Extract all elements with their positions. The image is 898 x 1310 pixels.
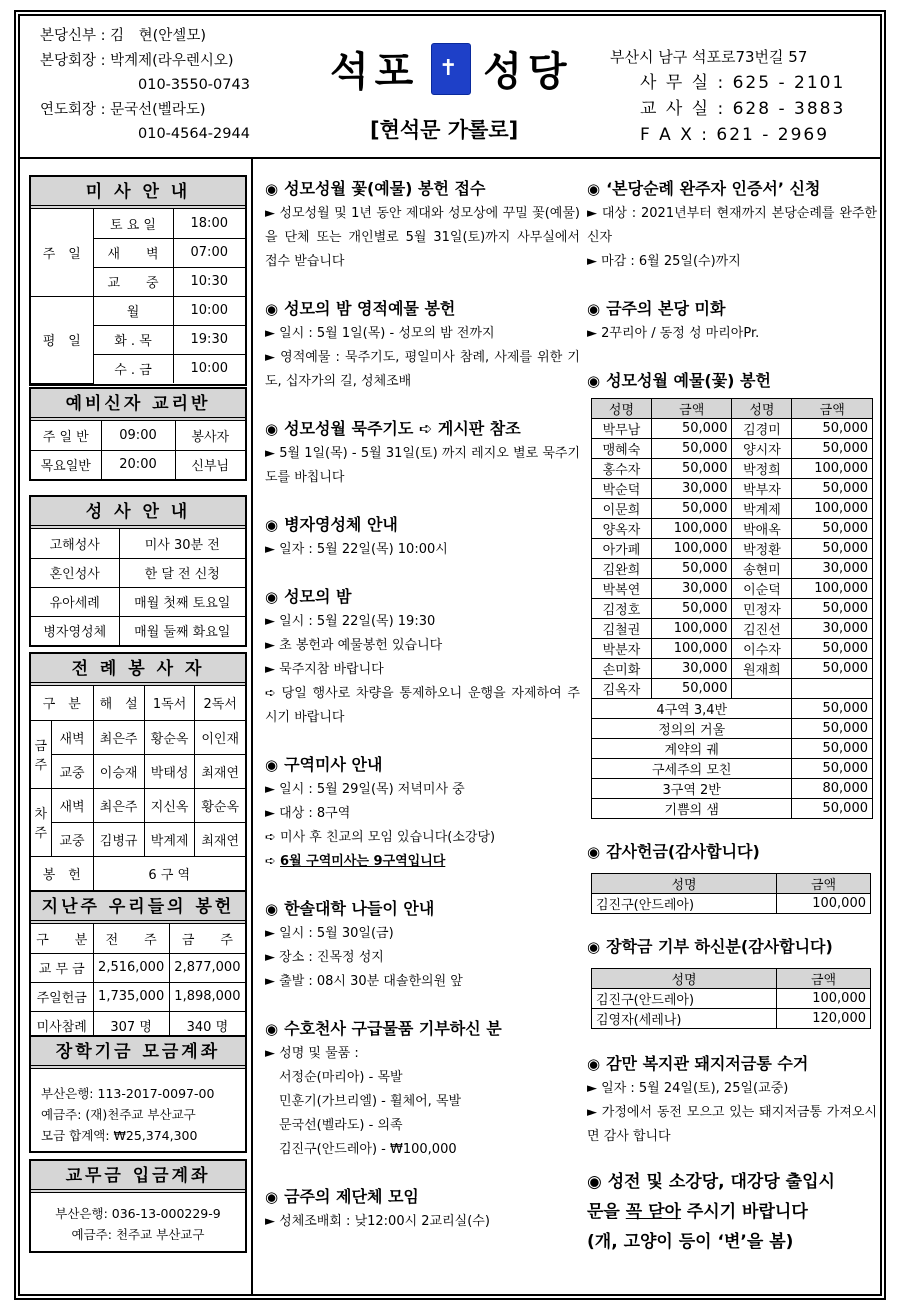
president: 본당회장 : 박계제(라우렌시오) bbox=[40, 52, 234, 69]
piggy-title: ◉ 감만 복지관 돼지저금통 수거 bbox=[587, 1054, 809, 1073]
table-cell: 황순옥 bbox=[144, 720, 195, 754]
notice-line: ► 성명 및 물품 : bbox=[265, 1046, 359, 1061]
chair: 연도회장 : 문국선(벨라도) bbox=[40, 101, 206, 118]
table-row bbox=[592, 779, 873, 799]
notice-5 bbox=[265, 752, 580, 874]
table-cell: 2독서 bbox=[195, 686, 245, 720]
address: 부산시 남구 석포로73번길 57 bbox=[610, 48, 808, 66]
table-row bbox=[592, 619, 873, 639]
table-cell: 구 분 bbox=[31, 924, 93, 953]
notice-title: ◉ 구역미사 안내 bbox=[265, 755, 383, 774]
table-cell: 송현미 bbox=[732, 559, 792, 579]
title-right: 성당 bbox=[483, 49, 573, 95]
table-cell: 이수자 bbox=[732, 639, 792, 659]
table-cell: 50,000 bbox=[792, 799, 873, 819]
table-cell: 새 벽 bbox=[93, 238, 173, 267]
table-cell: 한 달 전 신청 bbox=[119, 558, 245, 587]
bullet-icon: ◉ bbox=[265, 1020, 279, 1038]
table-cell: 50,000 bbox=[792, 439, 873, 459]
table-cell: 307 명 bbox=[93, 1011, 169, 1040]
table-cell: 이순덕 bbox=[732, 579, 792, 599]
notice-title: ◉ 성모성월 묵주기도 ➪ 게시판 참조 bbox=[265, 419, 521, 438]
church-account-box bbox=[29, 1159, 247, 1253]
table-cell: 정의의 거울 bbox=[592, 719, 792, 739]
table-cell: 목요일반 bbox=[31, 450, 101, 479]
table-cell: 10:00 bbox=[173, 296, 245, 325]
table-cell: 토 요 일 bbox=[93, 209, 173, 238]
table-cell: 구 분 bbox=[31, 686, 93, 720]
table-cell: 월 bbox=[93, 296, 173, 325]
table-cell: 최은주 bbox=[93, 788, 144, 822]
flowers-notice: ◉ 성모성월 예물(꽃) 봉헌 성명 금액 성명 금액 박무남 50,000 김경미 50,000 맹혜숙 50,000 양시자 50,000 홍수자 50,000 박정희 100,000 박순덕 30,000 박부자 50,000 이문희 50,000 박계제 100,000 양옥자 100,000 박애옥 50,000 아가페 100,000 박정환 50,000 김완희 50,000 송현미 30,000 박복연 30,000 이순덕 100,000 김정호 50,000 민정자 50,000 김철권 100,000 김진선 30,000 박분자 100,000 이수자 50,000 손미화 30,000 원재희 50,000 김옥자 50,000 4구역 3,4반 50,000 정의의 거울 50,000 계약의 궤 50,000 구세주의 모친 50,000 3구역 2반 80,000 기쁨의 샘 50,000 bbox=[587, 368, 877, 819]
table-cell: 박부자 bbox=[732, 479, 792, 499]
catechumen-title: 예비신자 교리반 bbox=[31, 389, 245, 421]
bullet-icon: ◉ bbox=[265, 756, 279, 774]
scholar-title: 장학금 기부 하신분(감사합니다) bbox=[606, 937, 833, 956]
table-row bbox=[592, 719, 873, 739]
table-row bbox=[592, 419, 873, 439]
table-cell: 양시자 bbox=[732, 439, 792, 459]
table-cell: 봉 헌 bbox=[31, 856, 93, 890]
piggy-notice bbox=[587, 1051, 877, 1149]
table-cell bbox=[732, 679, 792, 699]
table-cell: 100,000 bbox=[651, 619, 732, 639]
table-cell: 주 일 bbox=[31, 209, 93, 296]
table-cell: 18:00 bbox=[173, 209, 245, 238]
notice-line: ► 2꾸리아 / 동정 성 마리아Pr. bbox=[587, 326, 760, 341]
liturgy-box bbox=[29, 652, 247, 892]
table-row bbox=[592, 659, 873, 679]
header bbox=[20, 16, 880, 159]
table-cell: 박계제 bbox=[144, 822, 195, 856]
table-row bbox=[31, 296, 245, 325]
notice-title: ◉ 성모성월 꽃(예물) 봉헌 접수 bbox=[265, 179, 486, 198]
table-cell: 50,000 bbox=[651, 419, 732, 439]
account-line: 예금주: (재)천주교 부산교구 bbox=[41, 1107, 196, 1122]
doors-line2: 문을 꼭 닫아 주시기 바랍니다 bbox=[587, 1202, 808, 1222]
table-cell: 07:00 bbox=[173, 238, 245, 267]
table-row bbox=[592, 479, 873, 499]
notice-line: ► 장소 : 진목정 성지 bbox=[265, 950, 384, 965]
right-column bbox=[587, 176, 877, 1257]
scholarship-account-box bbox=[29, 1035, 247, 1153]
table-cell: 봉사자 bbox=[175, 421, 245, 450]
table-row bbox=[592, 799, 873, 819]
notice-line: ► 성체조배회 : 낮12:00시 2교리실(수) bbox=[265, 1214, 490, 1229]
table-row bbox=[592, 499, 873, 519]
table-cell: 기쁨의 샘 bbox=[592, 799, 792, 819]
notice-title: ◉ 성모의 밤 bbox=[265, 587, 352, 606]
table-cell: 4구역 3,4반 bbox=[592, 699, 792, 719]
bullet-icon: ◉ bbox=[587, 300, 601, 318]
table-cell: 주 일 반 bbox=[31, 421, 101, 450]
table-cell: 30,000 bbox=[651, 659, 732, 679]
table-cell: 김진구(안드레아) bbox=[592, 989, 777, 1009]
table-cell: 박무남 bbox=[592, 419, 652, 439]
bullet-icon: ◉ bbox=[587, 180, 601, 198]
table-cell: 10:00 bbox=[173, 354, 245, 383]
doors-line1: ◉ 성전 및 소강당, 대강당 출입시 bbox=[587, 1172, 835, 1192]
table-cell: 해 설 bbox=[93, 686, 144, 720]
table-cell: 미사 30분 전 bbox=[119, 529, 245, 558]
table-row bbox=[592, 699, 873, 719]
table-cell: 신부님 bbox=[175, 450, 245, 479]
account-line: 부산은행: 113-2017-0097-00 bbox=[41, 1086, 215, 1101]
table-cell: 이승재 bbox=[93, 754, 144, 788]
subtitle: [현석문 가롤로] bbox=[370, 118, 519, 142]
notice-line: ► 일시 : 5월 29일(목) 저녁미사 중 bbox=[265, 782, 465, 797]
doors-notice bbox=[587, 1167, 877, 1257]
table-cell: 지신옥 bbox=[144, 788, 195, 822]
table-cell: 황순옥 bbox=[195, 788, 245, 822]
bullet-icon: ◉ bbox=[587, 372, 601, 390]
table-cell: 박복연 bbox=[592, 579, 652, 599]
table-cell: 100,000 bbox=[792, 579, 873, 599]
bullet-icon: ◉ bbox=[265, 180, 279, 198]
table-cell: 50,000 bbox=[651, 679, 732, 699]
table-cell: 최재연 bbox=[195, 754, 245, 788]
table-cell: 10:30 bbox=[173, 267, 245, 296]
table-cell: 50,000 bbox=[792, 539, 873, 559]
table-cell: 09:00 bbox=[101, 421, 175, 450]
table-cell: 매월 첫째 토요일 bbox=[119, 587, 245, 616]
table-cell: 1독서 bbox=[144, 686, 195, 720]
notice-line: ► 대상 : 2021년부터 현재까지 본당순례를 완주한 신자 bbox=[587, 206, 877, 245]
table-cell: 100,000 bbox=[792, 459, 873, 479]
president-phone: 010-3550-0743 bbox=[138, 77, 250, 93]
notice-line: ► 성모성월 및 1년 동안 제대와 성모상에 꾸밀 꽃(예물)을 단체 또는 개인별로 5월 31일(토)까지 사무실에서 접수 받습니다 bbox=[265, 206, 580, 269]
notice-line: ► 일시 : 5월 1일(목) - 성모의 밤 전까지 bbox=[265, 326, 495, 341]
table-row bbox=[592, 639, 873, 659]
flowers-title: 성모성월 예물(꽃) 봉헌 bbox=[606, 371, 771, 390]
table-row bbox=[592, 459, 873, 479]
table-row bbox=[592, 759, 873, 779]
table-cell: 19:30 bbox=[173, 325, 245, 354]
notice-0 bbox=[265, 176, 580, 274]
table-cell: 고해성사 bbox=[31, 529, 119, 558]
table-cell: 최재연 bbox=[195, 822, 245, 856]
table-cell: 계약의 궤 bbox=[592, 739, 792, 759]
table-cell: 2,877,000 bbox=[169, 953, 245, 982]
table-cell: 100,000 bbox=[792, 499, 873, 519]
scholar-notice: ◉ 장학금 기부 하신분(감사합니다) 성명 금액 김진구(안드레아) 100,000 김영자(세레나) 120,000 bbox=[587, 934, 877, 1029]
table-cell: 이문희 bbox=[592, 499, 652, 519]
bullet-icon: ◉ bbox=[265, 588, 279, 606]
table-cell: 화 . 목 bbox=[93, 325, 173, 354]
table-cell: 박순덕 bbox=[592, 479, 652, 499]
table-cell: 수 . 금 bbox=[93, 354, 173, 383]
table-cell: 금 주 bbox=[31, 720, 51, 788]
header-office bbox=[610, 44, 845, 148]
notice-line: ➪ 당일 행사로 차량을 통제하오니 운행을 자제하여 주시기 바랍니다 bbox=[265, 686, 580, 725]
decor-notice bbox=[587, 296, 877, 346]
table-cell: 50,000 bbox=[651, 599, 732, 619]
table-cell: 50,000 bbox=[792, 739, 873, 759]
table-cell: 30,000 bbox=[651, 579, 732, 599]
table-cell: 30,000 bbox=[792, 619, 873, 639]
table-cell: 홍수자 bbox=[592, 459, 652, 479]
offerings-box bbox=[29, 890, 247, 1042]
table-cell: 김영자(세레나) bbox=[592, 1009, 777, 1029]
table-cell: 혼인성사 bbox=[31, 558, 119, 587]
table-row bbox=[592, 539, 873, 559]
notice-4 bbox=[265, 584, 580, 730]
donor-line: 서정순(마리아) - 목발 bbox=[279, 1070, 403, 1085]
table-cell: 50,000 bbox=[792, 719, 873, 739]
table-cell: 원재희 bbox=[732, 659, 792, 679]
table-cell: 양옥자 bbox=[592, 519, 652, 539]
table-cell bbox=[792, 679, 873, 699]
table-cell: 김정호 bbox=[592, 599, 652, 619]
account-line: 부산은행: 036-13-000229-9 bbox=[55, 1206, 221, 1221]
bullet-icon: ◉ bbox=[265, 420, 279, 438]
table-cell: 50,000 bbox=[792, 419, 873, 439]
table-cell: 50,000 bbox=[651, 439, 732, 459]
table-cell: 박계제 bbox=[732, 499, 792, 519]
notice-line: ► 5월 1일(목) - 5월 31일(토) 까지 레지오 별로 묵주기도를 바칩니다 bbox=[265, 446, 580, 485]
table-cell: 매월 둘째 화요일 bbox=[119, 616, 245, 645]
table-cell: 김경미 bbox=[732, 419, 792, 439]
table-cell: 김진선 bbox=[732, 619, 792, 639]
chair-phone: 010-4564-2944 bbox=[138, 126, 250, 142]
table-row bbox=[31, 209, 245, 238]
notice-line: ► 가정에서 동전 모으고 있는 돼지저금통 가져오시면 감사 합니다 bbox=[587, 1105, 877, 1144]
table-cell: 유아세례 bbox=[31, 587, 119, 616]
bullet-icon: ◉ bbox=[265, 1188, 279, 1206]
table-cell: 30,000 bbox=[792, 559, 873, 579]
cert-title: ◉ ‘본당순례 완주자 인증서’ 신청 bbox=[587, 179, 821, 198]
thanks-notice: ◉ 감사헌금(감사합니다) 성명 금액 김진구(안드레아) 100,000 bbox=[587, 839, 877, 914]
notice-line: ► 일시 : 5월 30일(금) bbox=[265, 926, 394, 941]
table-cell: 미사참례 bbox=[31, 1011, 93, 1040]
mass-box bbox=[29, 175, 247, 386]
table-cell: 구세주의 모친 bbox=[592, 759, 792, 779]
donor-line: 문국선(벨라도) - 의족 bbox=[279, 1118, 403, 1133]
notice-title: ◉ 수호천사 구급물품 기부하신 분 bbox=[265, 1019, 502, 1038]
catechumen-box bbox=[29, 387, 247, 481]
table-cell: 50,000 bbox=[792, 479, 873, 499]
notice-title: ◉ 성모의 밤 영적예물 봉헌 bbox=[265, 299, 456, 318]
table-cell: 이인재 bbox=[195, 720, 245, 754]
notice-title: ◉ 병자영성체 안내 bbox=[265, 515, 398, 534]
table-cell: 80,000 bbox=[792, 779, 873, 799]
account-line: 예금주: 천주교 부산교구 bbox=[71, 1227, 205, 1242]
table-cell: 맹혜숙 bbox=[592, 439, 652, 459]
table-cell: 50,000 bbox=[792, 759, 873, 779]
table-cell: 50,000 bbox=[651, 499, 732, 519]
table-cell: 금 주 bbox=[169, 924, 245, 953]
table-cell: 20:00 bbox=[101, 450, 175, 479]
table-row bbox=[592, 519, 873, 539]
table-cell: 교 중 bbox=[93, 267, 173, 296]
bullet-icon: ◉ bbox=[265, 516, 279, 534]
table-cell: 박분자 bbox=[592, 639, 652, 659]
table-cell: 김옥자 bbox=[592, 679, 652, 699]
account-line: 모금 합계액: ₩25,374,300 bbox=[41, 1128, 198, 1143]
table-cell: 전 주 bbox=[93, 924, 169, 953]
notice-1 bbox=[265, 296, 580, 394]
bullet-icon: ◉ bbox=[587, 1055, 601, 1073]
bullet-icon: ◉ bbox=[265, 900, 279, 918]
table-cell: 김병규 bbox=[93, 822, 144, 856]
notice-line: ► 일자 : 5월 24일(토), 25일(교중) bbox=[587, 1081, 789, 1096]
left-column bbox=[20, 159, 253, 1294]
notice-line: ► 출발 : 08시 30분 대솔한의원 앞 bbox=[265, 974, 463, 989]
table-cell: 박태성 bbox=[144, 754, 195, 788]
table-cell: 50,000 bbox=[792, 639, 873, 659]
pastor: 본당신부 : 김 현(안셀모) bbox=[40, 28, 206, 44]
table-cell: 6 구 역 bbox=[93, 856, 245, 890]
mass-title: 미 사 안 내 bbox=[31, 177, 245, 209]
table-cell: 김진구(안드레아) bbox=[592, 894, 777, 914]
table-cell: 아가페 bbox=[592, 539, 652, 559]
catechism-phone: 교 사 실 : 628 - 3883 bbox=[640, 99, 846, 119]
table-cell: 50,000 bbox=[651, 459, 732, 479]
table-cell: 1,735,000 bbox=[93, 982, 169, 1011]
cert-notice bbox=[587, 176, 877, 274]
table-cell: 손미화 bbox=[592, 659, 652, 679]
table-cell: 병자영성체 bbox=[31, 616, 119, 645]
notice-title: ◉ 금주의 제단체 모임 bbox=[265, 1187, 419, 1206]
table-row bbox=[592, 579, 873, 599]
notice-title: ◉ 한솔대학 나들이 안내 bbox=[265, 899, 435, 918]
table-cell: 120,000 bbox=[777, 1009, 871, 1029]
table-cell: 100,000 bbox=[777, 894, 871, 914]
table-cell: 김철권 bbox=[592, 619, 652, 639]
notice-6 bbox=[265, 896, 580, 994]
table-row bbox=[592, 439, 873, 459]
title-left: 석포 bbox=[330, 49, 420, 95]
middle-column bbox=[265, 176, 580, 1256]
doors-line3: (개, 고양이 등이 ‘변’을 봄) bbox=[587, 1232, 794, 1252]
table-row bbox=[592, 739, 873, 759]
table-cell: 김완희 bbox=[592, 559, 652, 579]
thanks-title: 감사헌금(감사합니다) bbox=[606, 842, 760, 861]
notice-3 bbox=[265, 512, 580, 562]
table-cell: 차 주 bbox=[31, 788, 51, 856]
table-cell: 교중 bbox=[51, 754, 93, 788]
table-row bbox=[592, 599, 873, 619]
table-row bbox=[592, 679, 873, 699]
bulletin-frame bbox=[14, 10, 886, 1300]
table-cell: 1,898,000 bbox=[169, 982, 245, 1011]
table-cell: 100,000 bbox=[651, 519, 732, 539]
notice-8 bbox=[265, 1184, 580, 1234]
table-cell: 민정자 bbox=[732, 599, 792, 619]
donor-line: 민훈기(가브리엘) - 휠체어, 목발 bbox=[279, 1094, 462, 1109]
table-cell: 박정환 bbox=[732, 539, 792, 559]
table-cell: 박정희 bbox=[732, 459, 792, 479]
table-cell: 100,000 bbox=[651, 539, 732, 559]
table-cell: 50,000 bbox=[792, 519, 873, 539]
notice-line: ► 마감 : 6월 25일(수)까지 bbox=[587, 254, 741, 269]
notice-line: ► 초 봉헌과 예물봉헌 있습니다 bbox=[265, 638, 443, 653]
sacraments-box bbox=[29, 495, 247, 647]
table-cell: 100,000 bbox=[651, 639, 732, 659]
office-phone: 사 무 실 : 625 - 2101 bbox=[640, 73, 846, 93]
table-row bbox=[592, 559, 873, 579]
table-cell: 최은주 bbox=[93, 720, 144, 754]
notice-7 bbox=[265, 1016, 580, 1162]
notice-line: ► 대상 : 8구역 bbox=[265, 806, 351, 821]
donor-line: 김진구(안드레아) - ₩100,000 bbox=[279, 1142, 457, 1157]
table-cell: 50,000 bbox=[792, 599, 873, 619]
table-cell: 주일헌금 bbox=[31, 982, 93, 1011]
notice-2 bbox=[265, 416, 580, 490]
table-cell: 교 무 금 bbox=[31, 953, 93, 982]
table-cell: 100,000 bbox=[777, 989, 871, 1009]
notice-line: ► 일시 : 5월 22일(목) 19:30 bbox=[265, 614, 436, 629]
table-cell: 3구역 2반 bbox=[592, 779, 792, 799]
church-account-title: 교무금 입금계좌 bbox=[31, 1161, 245, 1193]
scholarship-account-title: 장학기금 모금계좌 bbox=[31, 1037, 245, 1069]
table-cell: 50,000 bbox=[792, 659, 873, 679]
notice-line: ➪ 미사 후 친교의 모임 있습니다(소강당) bbox=[265, 830, 496, 845]
table-cell: 박애옥 bbox=[732, 519, 792, 539]
bullet-icon: ◉ bbox=[587, 843, 601, 861]
notice-line: ► 묵주지참 바랍니다 bbox=[265, 662, 384, 677]
church-title bbox=[330, 40, 573, 97]
table-cell: 평 일 bbox=[31, 296, 93, 383]
notice-line: ► 일자 : 5월 22일(목) 10:00시 bbox=[265, 542, 448, 557]
header-contacts bbox=[40, 24, 250, 147]
notice-emphasis: ➪ 6월 구역미사는 9구역입니다 bbox=[265, 854, 446, 869]
liturgy-title: 전 례 봉 사 자 bbox=[31, 654, 245, 686]
sacraments-title: 성 사 안 내 bbox=[31, 497, 245, 529]
table-cell: 50,000 bbox=[792, 699, 873, 719]
fax: F A X : 621 - 2969 bbox=[640, 125, 830, 145]
table-cell: 50,000 bbox=[651, 559, 732, 579]
bullet-icon: ◉ bbox=[587, 938, 601, 956]
table-cell: 30,000 bbox=[651, 479, 732, 499]
table-cell: 2,516,000 bbox=[93, 953, 169, 982]
decor-title: ◉ 금주의 본당 미화 bbox=[587, 299, 726, 318]
offerings-title: 지난주 우리들의 봉헌 bbox=[31, 892, 245, 924]
notice-line: ► 영적예물 : 묵주기도, 평일미사 참례, 사제를 위한 기도, 십자가의 길, 성체조배 bbox=[265, 350, 580, 389]
church-logo-icon: ✝ bbox=[431, 43, 471, 95]
table-cell: 새벽 bbox=[51, 720, 93, 754]
bullet-icon: ◉ bbox=[265, 300, 279, 318]
table-cell: 교중 bbox=[51, 822, 93, 856]
table-cell: 340 명 bbox=[169, 1011, 245, 1040]
table-cell: 새벽 bbox=[51, 788, 93, 822]
